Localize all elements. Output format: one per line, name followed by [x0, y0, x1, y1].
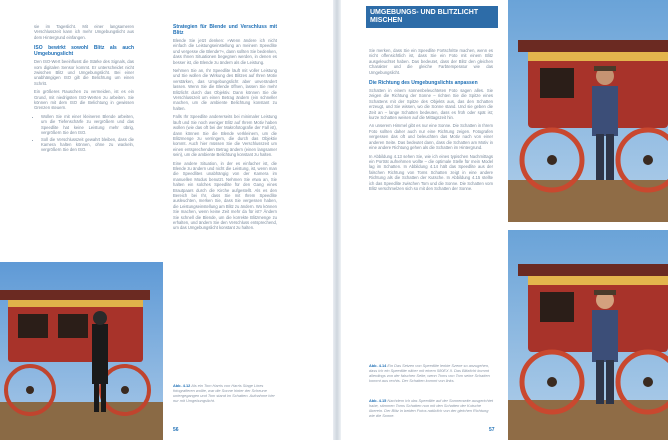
stagecoach-illustration: [508, 230, 668, 440]
page-number-right: 57: [489, 427, 495, 433]
bullet-list: [34, 114, 134, 153]
stagecoach-illustration: [508, 0, 668, 222]
intro-text: sie im Tageslicht. Mit einer langsameren Verschlusszeit kann ich mehr Umgebungslicht aus dem Hintergrund einfangen.: [34, 24, 134, 40]
section-heading: Strategien für Blende und Verschluss mit Blitz: [173, 24, 277, 36]
paragraph: Falls Ihr Speedlite andererseits bei minimaler Leistung läuft und Sie noch weniger Blitz auf Ihrem Motiv haben wollen (wie das oft bei der Makrofotografie der Fall ist), dann können Sie die Blende verkleinern, um die Blitzmenge zu verringern, die durch das Objektiv kommt. Auch hier müssen Sie die Verschlusszeit um einen entsprechenden Betrag ändern (einen langsamer sein), um die ambiente Belichtung konstant zu halten.: [173, 114, 277, 158]
right-page-column: [369, 48, 493, 194]
paragraph: Schatten in einem sonnenbeleuchteten Foto sagen alles. Sie zeigen die Richtung der Sonne – richten Sie die Spitze eines Schattens mit der Spitze des Objekts aus, das den Schatten erzeugt, und Sie wissen, wo die Sonne stand. Und sie geben die Zeit an – lange Schatten bedeuten, dass es früh oder spät ist; kurze Schatten weisen auf die Mittagszeit hin.: [369, 88, 493, 121]
paragraph: Eine andere Situation, in der es einfacher ist, die Blende zu ändern und nicht die Leistung, ist, wenn man die Speedlites unabhängig von der Kamera im manuellen Modus benutzt. Nehmen Sie etwa an, Sie halten ein solches Speedlite für den Gang eines Brautpaars durch die Kirche aufgestellt. Als es den Bereich bei Ihr, dass Sie mit Ihrem Speedlite ausleuchten, merken Sie, dass Sie vergessen haben, die Leistungseinstellung am Blitz zu ändern. Wo können Sie machen, wenn keine Zeit mehr da für ist? Ändern Sie schnell die Blende, um die korrekte Blitzmenge zu erhalten, und ändern Sie den Verschluss entsprechend, um das Umgebungslicht konstant zu halten.: [173, 160, 277, 231]
paragraph: Nehmen Sie an, Ihr Speedlite läuft mit voller Leistung und Sie wollen die Wirkung des Blitzes auf Ihren Motiv verstärken, das Umgebungslicht aber unverändert lassen. Wenn Sie die Blende öffnen, lassen Sie mehr Blitzlicht durch das Objektiv. Dann können Sie die Verschlusszeit um einen Betrag ändern (ein schneller machen, um die ambiente Belichtung konstant zu halten.: [173, 68, 277, 111]
caption-text: Ein Das Setzen von Speedlite lenkte Szene so anzugehen, dass ich ein Speedlite näher mit einem 580EX II. Das Blitzlicht kommt allerdings von der falschen Seite, wenn Toms von Tom seine Schatten kommt aus rechts. Der Schatten kommt von links.: [369, 363, 490, 383]
chapter-banner: UMGEBUNGS- UND BLITZLICHT MISCHEN: [366, 6, 498, 28]
left-page-column-1: [34, 24, 134, 156]
stagecoach-photo-left: [0, 262, 163, 440]
stagecoach-photo-bottom-right: [508, 230, 668, 440]
paragraph: Den ISO-Wert beeinflusst die Stärke des Signals, das vom digitalen Sensor kommt. Er unterscheidet nicht zwischen Blitz und Umgebungslicht. Bei einer unabhängigen ISO gilt die Belichtung um einen Schritt.: [34, 59, 134, 86]
section-heading: ISO bewirkt sowohl Blitz als auch Umgebungslicht: [34, 45, 134, 58]
figure-caption: [173, 383, 277, 403]
list-item: • Wollen Sie mit einer kleineren Blende arbeiten, um die Tiefenschärfe zu vergrößern und das Speedlite hat keine Leistung mehr übrig, vergrößern Sie den ISO.: [41, 114, 134, 136]
stagecoach-photo-top-right: [508, 0, 668, 222]
figure-caption: [369, 398, 493, 418]
paragraph: An unserem Himmel gibt es nur eine Sonne. Die Schatten in Ihrem Foto sollten daher auch nur eine Richtung zeigen. Fotografen vergessen das oft und beleuchten das Motiv nach von einer anderen Seite. Das bedeutet dann, dass die Schatten am Motiv in eine andere Richtung gehen als die Schatten im Hintergrund.: [369, 123, 493, 151]
caption-label: Abb. 4.15: [369, 398, 387, 403]
paragraph: In Abbildung 4.13 sehen Sie, wie ich eines typischen Nachmittags ein Porträt aufnehmen wollte – die optimale Stelle für mein Model lag im Schatten. In Abbildung 4.14 hält das Speedlite aus der falschen Richtung von Toms Schatten zeigt in eine andere Richtung als die Schatten der Kutsche. In Abbildung 4.15 stellte ich das Speedlite zwischen Tom und die Sonne. Die Schatten vom Blitz verschmelzen sich so mit den Schatten der Sonne.: [369, 153, 493, 191]
paragraph: Blende Sie jetzt denken: »Wenn ändere ich nicht einfach die Leistungseinstellung an meinem Speedlite und vergesse die Blende?«, dann sollten Sie bedenken, dass Ihnen Situationen begegnen werden, in denen es besser ist, die Blende zu ändern als die Leistung.: [173, 38, 277, 65]
left-page-column-2: [173, 24, 277, 234]
section-heading: Die Richtung des Umgebungslichts anpassen: [369, 80, 478, 87]
caption-text: Nachdem ich das Speedlite auf der Sonnenseite ausgerichtet habe, stimmen Toms Schatten nun mit den Schatten der Kutsche überein. Der Blitz in beiden Fotos natürlich von der gleichen Richtung wie die Sonne.: [369, 398, 493, 418]
book-gutter: [333, 0, 341, 440]
caption-label: Abb. 4.12: [173, 383, 191, 388]
page-number-left: 56: [173, 427, 179, 433]
figure-caption: [369, 363, 493, 383]
stagecoach-illustration: [0, 262, 163, 440]
caption-label: Abb. 4.14: [369, 363, 387, 368]
paragraph: Ein größeres Rauschen zu vermeiden, ist es ein Grund, mit niedrigsten ISO-Werten zu arbeiten. Sie können mit dem ISO die Belichtung in gewissen Grenzen steuern.: [34, 89, 134, 111]
caption-text: Als ein Tom Harris von Harris Stage Lines fotografieren wollte, war die Sonne hinter der Scheune untergegangen und Tom stand im Schatten. Aufnahme hier nur mit Umgebungslicht.: [173, 383, 275, 403]
intro-text: Sie merken, dass Sie ein Speedlite Fortschritte machen, wenn es nicht offensichtlich ist, dass Sie ein Foto mit einem Blitz ausgeleuchtet haben. Das bedeutet, dass der Blitz den gleichen Charakter und die gleiche Farbtemperatur wie das Umgebungslicht.: [369, 48, 493, 75]
list-item: • Soll die Verschlusszeit gewahrt bleiben, dass die Kamera halten können, ohne zu wackeln, vergrößern Sie den ISO.: [41, 137, 134, 153]
